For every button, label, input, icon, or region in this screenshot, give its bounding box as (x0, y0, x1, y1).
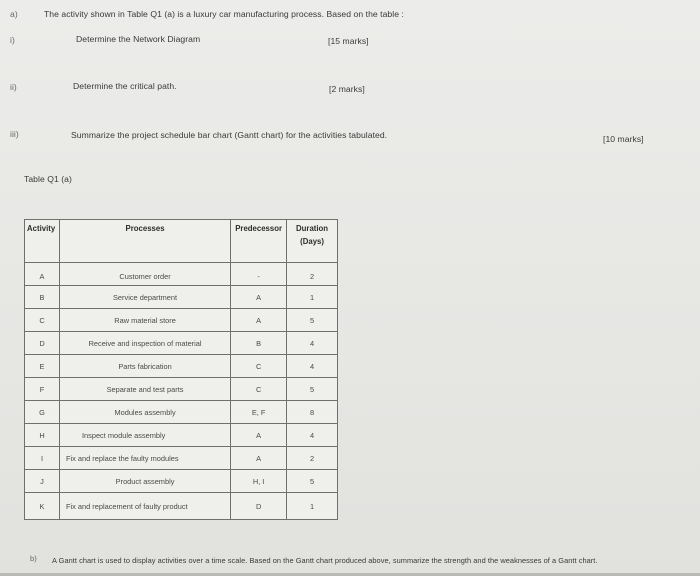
table-row (25, 401, 338, 424)
header-activity: Activity (25, 220, 60, 263)
cell-predecessor: B (231, 332, 287, 355)
cell-activity: G (25, 401, 60, 424)
header-predecessor: Predecessor (231, 220, 287, 263)
cell-process: Inspect module assembly (59, 424, 230, 447)
cell-process: Customer order (59, 263, 230, 286)
cell-activity: B (25, 286, 60, 309)
table-row (25, 424, 338, 447)
cell-predecessor: A (231, 447, 287, 470)
cell-process: Receive and inspection of material (59, 332, 230, 355)
cell-duration: 4 (287, 355, 338, 378)
question-ii-number: ii) (10, 82, 17, 92)
question-i-number: i) (10, 35, 15, 45)
table-header-row (25, 220, 338, 263)
cell-duration: 5 (287, 309, 338, 332)
activity-table (24, 219, 338, 520)
part-b-label: b) (30, 554, 37, 563)
cell-activity: D (25, 332, 60, 355)
part-a-intro: The activity shown in Table Q1 (a) is a luxury car manufacturing process. Based on the table : (44, 9, 404, 19)
table-row (25, 355, 338, 378)
part-b-text: A Gantt chart is used to display activities over a time scale. Based on the Gantt chart produced above, summarize the strength and the weaknesses of a Gantt chart. (52, 556, 598, 565)
question-ii-text: Determine the critical path. (73, 81, 177, 91)
cell-predecessor: D (231, 493, 287, 520)
question-ii-marks: [2 marks] (329, 84, 365, 94)
cell-process: Service department (59, 286, 230, 309)
header-duration (287, 220, 338, 263)
cell-duration: 2 (287, 447, 338, 470)
question-iii-text: Summarize the project schedule bar chart (Gantt chart) for the activities tabulated. (71, 130, 388, 140)
question-iii-marks: [10 marks] (603, 134, 644, 144)
cell-duration: 2 (287, 263, 338, 286)
cell-process: Raw material store (59, 309, 230, 332)
cell-activity: F (25, 378, 60, 401)
header-processes: Processes (59, 220, 230, 263)
cell-process: Fix and replace the faulty modules (59, 447, 230, 470)
question-i-text: Determine the Network Diagram (76, 34, 201, 44)
question-i-marks: [15 marks] (328, 36, 369, 46)
cell-predecessor: C (231, 378, 287, 401)
cell-duration: 4 (287, 424, 338, 447)
cell-duration: 1 (287, 286, 338, 309)
cell-activity: C (25, 309, 60, 332)
cell-activity: I (25, 447, 60, 470)
table-row (25, 447, 338, 470)
table-row (25, 286, 338, 309)
table-row (25, 263, 338, 286)
cell-predecessor: A (231, 309, 287, 332)
cell-predecessor: A (231, 286, 287, 309)
cell-activity: A (25, 263, 60, 286)
part-a-label: a) (10, 9, 18, 19)
cell-predecessor: A (231, 424, 287, 447)
cell-duration: 5 (287, 378, 338, 401)
cell-activity: H (25, 424, 60, 447)
cell-activity: E (25, 355, 60, 378)
header-duration-line1: Duration (296, 224, 329, 233)
cell-process: Separate and test parts (59, 378, 230, 401)
header-duration-line2: (Days) (300, 237, 324, 246)
cell-duration: 1 (287, 493, 338, 520)
table-caption: Table Q1 (a) (24, 174, 72, 184)
cell-duration: 8 (287, 401, 338, 424)
table-row (25, 309, 338, 332)
cell-predecessor: H, I (231, 470, 287, 493)
cell-predecessor: - (231, 263, 287, 286)
cell-process: Fix and replacement of faulty product (59, 493, 230, 520)
table-row (25, 378, 338, 401)
table-row (25, 332, 338, 355)
cell-activity: J (25, 470, 60, 493)
cell-activity: K (25, 493, 60, 520)
cell-predecessor: E, F (231, 401, 287, 424)
question-iii-number: iii) (10, 129, 19, 139)
cell-process: Modules assembly (59, 401, 230, 424)
cell-duration: 5 (287, 470, 338, 493)
cell-duration: 4 (287, 332, 338, 355)
cell-predecessor: C (231, 355, 287, 378)
table-row (25, 470, 338, 493)
cell-process: Parts fabrication (59, 355, 230, 378)
cell-process: Product assembly (59, 470, 230, 493)
table-row (25, 493, 338, 520)
